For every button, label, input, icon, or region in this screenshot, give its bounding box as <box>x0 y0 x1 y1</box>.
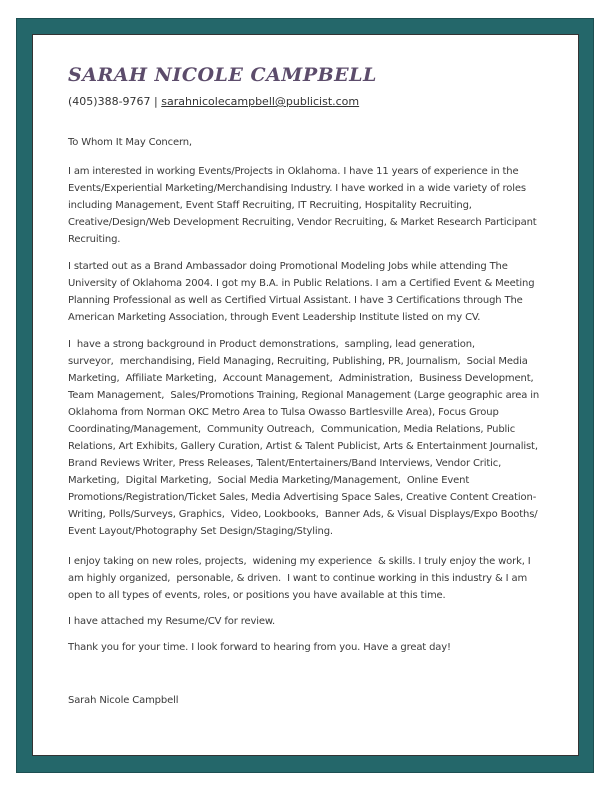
text-line: Marketing, Digital Marketing, Social Media Marketing/Management, Online Event <box>68 475 470 486</box>
text-line: Events/Experiential Marketing/Merchandising Industry. I have worked in a wide variety of roles <box>68 183 526 194</box>
email-link[interactable]: sarahnicolecampbell@publicist.com <box>161 95 360 108</box>
text-line: I have a strong background in Product demonstrations, sampling, lead generation, <box>68 339 475 350</box>
text-line: I started out as a Brand Ambassador doing Promotional Modeling Jobs while attending The <box>68 261 508 272</box>
text-line: Creative/Design/Web Development Recruiting, Vendor Recruiting, & Market Research Participant <box>68 217 537 228</box>
phone-number: (405)388-9767 <box>68 95 151 108</box>
text-line: Planning Professional as well as Certified Virtual Assistant. I have 3 Certifications through The <box>68 295 523 306</box>
text-line: Relations, Art Exhibits, Gallery Curation, Artist & Talent Publicist, Arts & Entertainment Journalist, <box>68 441 538 452</box>
text-line: Oklahoma from Norman OKC Metro Area to Tulsa Owasso Bartlesville Area), Focus Group <box>68 407 499 418</box>
text-line: Marketing, Affiliate Marketing, Account Management, Administration, Business Development, <box>68 373 534 384</box>
text-line: surveyor, merchandising, Field Managing, Recruiting, Publishing, PR, Journalism, Social Media <box>68 356 528 367</box>
text-line: American Marketing Association, through Event Leadership Institute listed on my CV. <box>68 312 481 323</box>
text-line: Brand Reviews Writer, Press Releases, Talent/Entertainers/Band Interviews, Vendor Critic, <box>68 458 502 469</box>
paragraph-1 <box>68 163 537 248</box>
text-line: Writing, Polls/Surveys, Graphics, Video, Lookbooks, Banner Ads, & Visual Displays/Expo Booths/ <box>68 509 538 520</box>
text-line: Thank you for your time. I look forward to hearing from you. Have a great day! <box>68 642 451 653</box>
text-line: Coordinating/Management, Community Outreach, Communication, Media Relations, Public <box>68 424 516 435</box>
separator: | <box>150 95 162 108</box>
text-line: Promotions/Registration/Ticket Sales, Media Advertising Space Sales, Creative Content Creation- <box>68 492 537 503</box>
contact-line <box>68 95 359 108</box>
text-line: including Management, Event Staff Recruiting, IT Recruiting, Hospitality Recruiting, <box>68 200 472 211</box>
applicant-name: SARAH NICOLE CAMPBELL <box>68 64 377 86</box>
signature: Sarah Nicole Campbell <box>68 695 179 706</box>
text-line: Event Layout/Photography Set Design/Staging/Styling. <box>68 526 333 537</box>
text-line: I am interested in working Events/Projects in Oklahoma. I have 11 years of experience in the <box>68 166 519 177</box>
text-line: Team Management, Sales/Promotions Training, Regional Management (Large geographic area in <box>68 390 540 401</box>
greeting: To Whom It May Concern, <box>68 137 192 148</box>
text-line: University of Oklahoma 2004. I got my B.A. in Public Relations. I am a Certified Event & Meeting <box>68 278 535 289</box>
text-line: I enjoy taking on new roles, projects, widening my experience & skills. I truly enjoy the work, I <box>68 556 531 567</box>
text-line: Recruiting. <box>68 234 121 245</box>
paragraph-4 <box>68 553 531 604</box>
paragraph-5 <box>68 613 275 630</box>
text-line: am highly organized, personable, & driven. I want to continue working in this industry & I am <box>68 573 528 584</box>
text-line: open to all types of events, roles, or positions you have available at this time. <box>68 590 446 601</box>
paragraph-2 <box>68 258 534 326</box>
text-line: I have attached my Resume/CV for review. <box>68 616 276 627</box>
paragraph-6 <box>68 639 451 656</box>
paragraph-3 <box>68 336 539 540</box>
